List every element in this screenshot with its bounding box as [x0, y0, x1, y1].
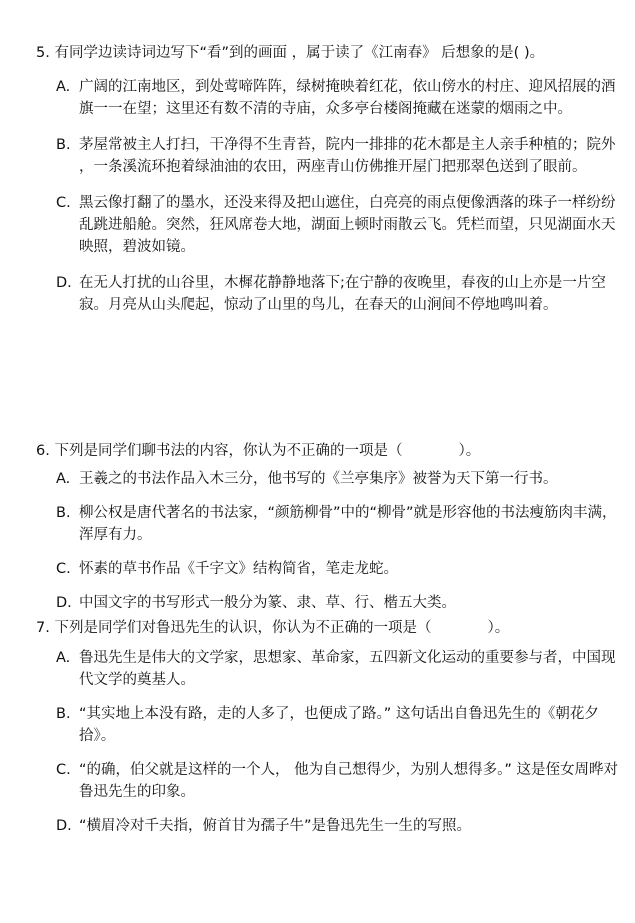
option-text: 王羲之的书法作品入木三分，他书写的《兰亭集序》被誉为天下第一行书。: [79, 471, 558, 487]
option-a: [56, 647, 625, 691]
option-letter: D.: [56, 275, 72, 291]
option-text: 茅屋常被主人打扫，干净得不生青苔，院内一排排的花木都是主人亲手种植的；院外 ，一条溪流环抱着绿油油的农田，两座青山仿佛推开屋门把那翠色送到了眼前。: [79, 137, 616, 175]
option-text: 广阔的江南地区，到处莺啼阵阵，绿树掩映着红花，依山傍水的村庄、迎风招展的酒旗一一在望；这里还有数不清的寺庙，众多亭台楼阁掩藏在迷蒙的烟雨之中。: [79, 79, 616, 117]
question-stem: [36, 440, 602, 462]
option-letter: B.: [56, 137, 71, 153]
option-text: 黑云像打翻了的墨水，还没来得及把山遮住，白亮亮的雨点便像洒落的珠子一样纷纷乱跳进船舱。突然，狂风席卷大地，湖面上顿时雨散云飞。凭栏而望，只见湖面水天映照，碧波如镜。: [79, 195, 616, 255]
option-letter: A.: [56, 471, 71, 487]
option-a: [56, 76, 625, 120]
question-7: [36, 617, 618, 837]
stem-text: 7. 下列是同学们对鲁迅先生的认识，你认为不正确的一项是（: [36, 620, 432, 636]
option-letter: C.: [56, 561, 71, 577]
option-letter: D.: [56, 595, 72, 611]
option-c: [56, 558, 625, 580]
option-text: “其实地上本没有路，走的人多了，也便成了路。” 这句话出自鲁迅先生的《朝花夕拾》。: [79, 706, 599, 744]
option-a: [56, 468, 625, 490]
stem-end: ）。: [487, 620, 510, 636]
option-letter: C.: [56, 195, 71, 211]
question-5: [36, 42, 616, 316]
question-6: [36, 440, 617, 614]
option-letter: D.: [56, 818, 72, 834]
option-d: [56, 815, 625, 837]
option-d: [56, 592, 625, 614]
option-c: [56, 759, 625, 803]
option-text: “横眉冷对千夫指，俯首甘为孺子牛”是鲁迅先生一生的写照。: [79, 818, 472, 834]
stem-text: 6. 下列是同学们聊书法的内容，你认为不正确的一项是（: [36, 443, 403, 459]
option-b: [56, 502, 625, 546]
option-letter: A.: [56, 650, 71, 666]
option-letter: B.: [56, 706, 71, 722]
question-stem: [36, 617, 602, 639]
option-letter: B.: [56, 505, 71, 521]
question-stem: 5. 有同学边读诗词边写下“看”到的画面 ，属于读了《江南春》 后想象的是( )。: [36, 45, 545, 61]
option-b: [56, 703, 625, 747]
option-letter: C.: [56, 762, 71, 778]
option-text: 柳公权是唐代著名的书法家，“颜筋柳骨”中的“柳骨”就是形容他的书法瘦筋肉丰满，浑厚有力。: [79, 505, 617, 543]
stem-end: ）。: [458, 443, 481, 459]
option-text: 鲁迅先生是伟大的文学家，思想家、革命家，五四新文化运动的重要参与者，中国现代文学的奠基人。: [79, 650, 616, 688]
option-letter: A.: [56, 79, 71, 95]
option-text: 中国文字的书写形式一般分为篆、隶、草、行、楷五大类。: [79, 595, 456, 611]
option-text: 在无人打扰的山谷里，木樨花静静地落下;在宁静的夜晚里，春夜的山上亦是一片空寂。月亮从山头爬起，惊动了山里的鸟儿，在春天的山涧间不停地鸣叫着。: [79, 275, 606, 313]
option-c: [56, 192, 625, 258]
option-b: [56, 134, 625, 178]
option-text: “的确，伯父就是这样的一个人， 他为自己想得少，为别人想得多。” 这是侄女周晔对鲁迅先生的印象。: [79, 762, 618, 800]
option-text: 怀素的草书作品《千字文》结构简省，笔走龙蛇。: [79, 561, 398, 577]
option-d: [56, 272, 625, 316]
